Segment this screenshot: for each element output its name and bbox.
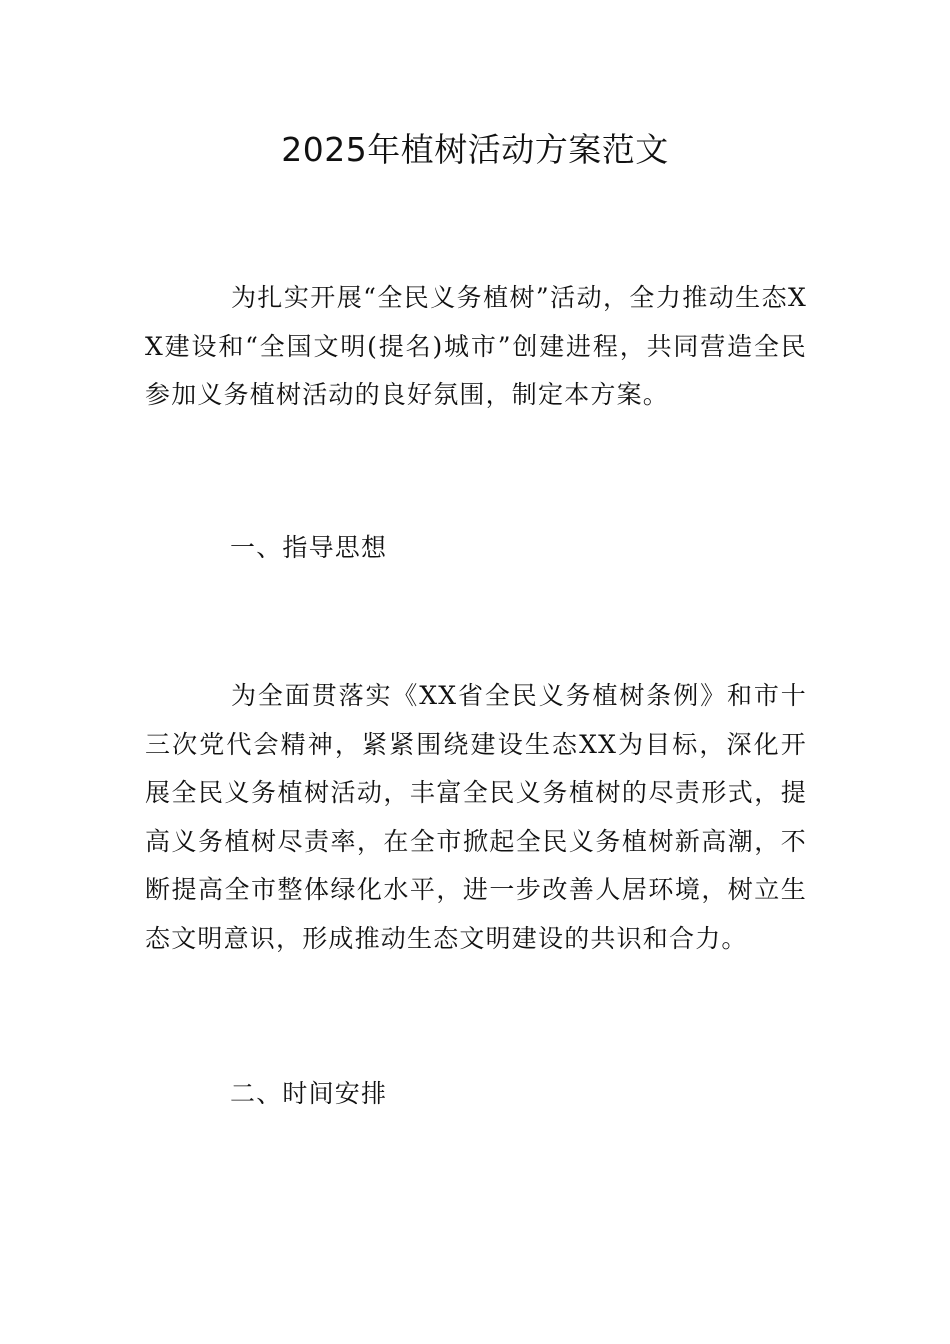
- section-heading-schedule: 二、时间安排: [230, 1079, 388, 1108]
- intro-paragraph: 为扎实开展“全民义务植树”活动，全力推动生态XX建设和“全国文明(提名)城市”创建进程，共同营造全民参加义务植树活动的良好氛围，制定本方案。: [145, 283, 807, 409]
- document-title: 2025年植树活动方案范文: [281, 130, 669, 169]
- section-body-guiding-thought: 为全面贯落实《XX省全民义务植树条例》和市十三次党代会精神，紧紧围绕建设生态XX为目标，深化开展全民义务植树活动，丰富全民义务植树的尽责形式，提高义务植树尽责率，在全市掀起全民义务植树新高潮，不断提高全市整体绿化水平，进一步改善人居环境，树立生态文明意识，形成推动生态文明建设的共识和合力。: [145, 681, 807, 953]
- section-heading-guiding-thought: 一、指导思想: [230, 533, 388, 562]
